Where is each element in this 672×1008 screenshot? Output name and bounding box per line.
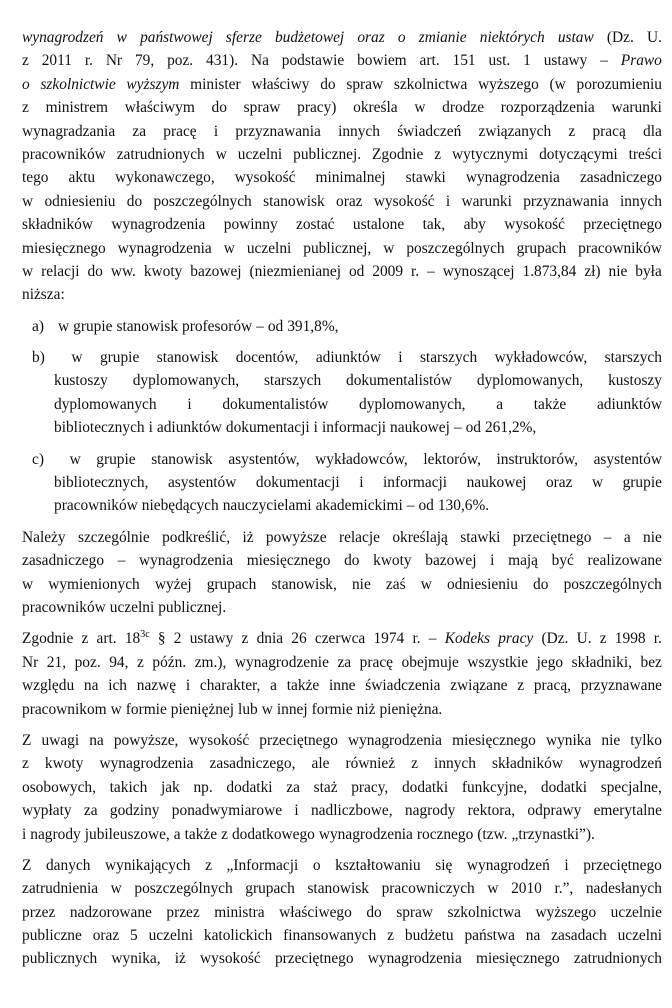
text-line: wynagrodzeń w państwowej sferze budżetowej oraz o zmianie niektórych ustaw (Dz. U. <box>22 29 662 46</box>
text-line: z kwoty wynagrodzenia zasadniczego, ale również z innych składników wynagrodzeń <box>22 755 662 773</box>
text-line: pracowników niebędących nauczycielami akademickimi – od 130,6%. <box>54 497 490 515</box>
text-line: b) w grupie stanowisk docentów, adiunktów i starszych wykładowców, starszych <box>22 346 662 369</box>
text-line: miesięcznego wynagrodzenia w uczelni publicznej, w poszczególnych grupach pracowników <box>22 239 662 257</box>
text-line: w wymienionych wyżej grupach stanowisk, nie zaś w odniesieniu do poszczególnych <box>22 575 662 593</box>
text-line: Z danych wynikających z „Informacji o kształtowaniu się wynagrodzeń i przeciętnego <box>22 856 662 874</box>
text-line: względu na ich nazwę i charakter, a także inne świadczenia związane z pracą, przyznawane <box>22 677 662 695</box>
text-line: i nagrody jubileuszowe, a także z dodatkowego wynagrodzenia rocznego (tzw. „trzynastki”). <box>22 825 595 843</box>
list-marker: c) <box>32 450 44 468</box>
text-line: w odniesieniu do poszczególnych stanowisk oraz wysokość i warunki przyznawania innych <box>22 192 662 210</box>
text-line: Nr 21, poz. 94, z późn. zm.), wynagrodzenie za pracę obejmuje wszystkie jego składniki, bez <box>22 653 662 671</box>
text-line: Z uwagi na powyższe, wysokość przeciętnego wynagrodzenia miesięcznego wynika nie tylko <box>22 731 662 749</box>
text-line: wynagradzania za pracę i przyznawania innych świadczeń związanych z pracą dla <box>22 122 662 140</box>
text-line: zatrudnienia w poszczególnych grupach stanowisk pracowniczych w 2010 r.”, nadesłanych <box>22 880 662 898</box>
text-line: c) w grupie stanowisk asystentów, wykładowców, lektorów, instruktorów, asystentów <box>22 448 662 471</box>
text-line: pracownikom w formie pieniężnej lub w innej formie niż pieniężna. <box>22 700 443 718</box>
text-line: tego aktu wykonawczego, wysokość minimalnej stawki wynagrodzenia zasadniczego <box>22 169 662 187</box>
text-line: z 2011 r. Nr 79, poz. 431). Na podstawie bowiem art. 151 ust. 1 ustawy – Prawo <box>22 52 662 70</box>
text-line: składników wynagrodzenia powinny zostać ustalone tak, aby wysokość przeciętnego <box>22 216 662 234</box>
list-marker: b) <box>32 349 45 367</box>
text-line: bibliotecznych i adiunktów dokumentacji i informacji naukowej – od 261,2%, <box>54 419 537 437</box>
text-line: o szkolnictwie wyższym minister właściwy do spraw szkolnictwa wyższego (w porozumieniu <box>22 75 662 93</box>
text-line: pracowników zatrudnionych w uczelni publicznej. Zgodnie z wytycznymi dotyczącymi treści <box>22 145 662 163</box>
enumerated-list <box>22 315 662 526</box>
text-line: pracowników uczelni publicznej. <box>22 598 227 616</box>
text-line: osobowych, takich jak np. dodatki za staż pracy, dodatki funkcyjne, dodatki specjalne, <box>22 778 662 796</box>
text-line: zasadniczego – wynagrodzenia miesięcznego do kwoty bazowej i mają być realizowane <box>22 552 662 570</box>
text-line: publicznych wynika, iż wysokość przeciętnego wynagrodzenia miesięcznego zatrudnionych <box>22 950 662 968</box>
text-line: a) w grupie stanowisk profesorów – od 391,8%, <box>22 315 662 338</box>
document-page <box>22 26 662 979</box>
text-line: publiczne oraz 5 uczelni katolickich finansowanych z budżetu państwa na zasadach uczelni <box>22 927 662 945</box>
text-line: wypłaty za godziny ponadwymiarowe i nadliczbowe, nagrody rektora, odprawy emerytalne <box>22 802 662 820</box>
text-line: dyplomowanych i dokumentalistów dyplomowanych, a także adiunktów <box>54 395 662 413</box>
text-line: kustoszy dyplomowanych, starszych dokumentalistów dyplomowanych, kustoszy <box>54 372 662 390</box>
text-line: bibliotecznych, asystentów dokumentacji i informacji naukowej oraz w grupie <box>54 474 662 492</box>
text-line: Należy szczególnie podkreślić, iż powyższe relacje określają stawki przeciętnego – a nie <box>22 528 662 546</box>
text-line: w relacji do ww. kwoty bazowej (niezmienianej od 2009 r. – wynoszącej 1.873,84 zł) nie była <box>22 262 662 280</box>
list-marker: a) <box>32 317 44 335</box>
text-line: z ministrem właściwym do spraw pracy) określa w drodze rozporządzenia warunki <box>22 99 662 117</box>
text-line: Zgodnie z art. $18^{3c}$ § 2 ustawy z dnia 26 czerwca 1974 r. – Kodeks pracy (Dz. U. z 1998 r. <box>22 629 662 648</box>
text-line: przez nadzorowane przez ministra właściwego do spraw szkolnictwa wyższego uczelnie <box>22 903 662 921</box>
text-line: niższa: <box>22 286 65 304</box>
